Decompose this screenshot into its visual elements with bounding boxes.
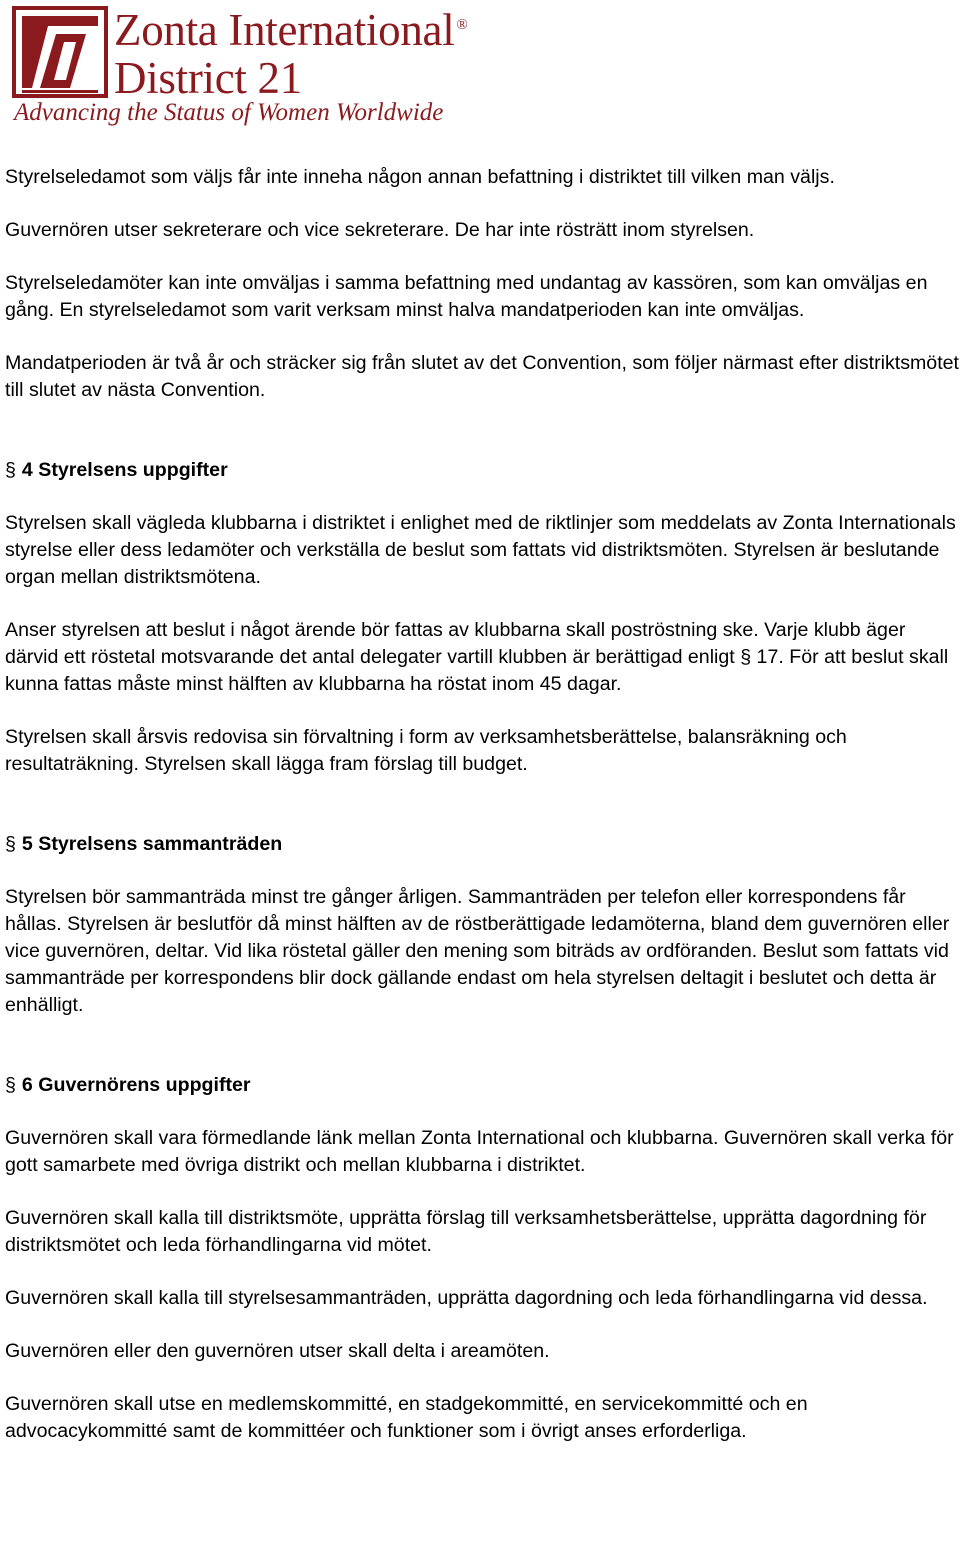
section-heading-4: § 4 Styrelsens uppgifter: [5, 459, 228, 481]
page-header: [12, 6, 512, 128]
paragraph: Guvernören skall vara förmedlande länk mellan Zonta International och klubbarna. Guvernören skall verka för gott samarbete med övriga distrikt och mellan klubbarna i distriktet.: [5, 1127, 954, 1176]
paragraph: Styrelsen bör sammanträda minst tre gånger årligen. Sammanträden per telefon eller korrespondens får hållas. Styrelsen är beslutför då minst hälften av de röstberättigade ledamöterna, bland dem guvernören eller vice guvernören, deltar. Vid lika röstetal gäller den mening som biträds av ordföranden. Beslut som fattats vid sammanträde per korrespondens blir dock gällande endast om hela styrelsen deltagit i beslutet och detta är enhälligt.: [5, 886, 950, 1016]
section-heading-6: § 6 Guvernörens uppgifter: [5, 1074, 251, 1096]
section-symbol: §: [740, 646, 752, 668]
paragraph: Guvernören eller den guvernören utser skall delta i areamöten.: [5, 1340, 550, 1362]
paragraph: Anser styrelsen att beslut i något ärende bör fattas av klubbarna skall poströstning ske. Varje klubb äger därvid ett röstetal motsvarande det antal delegater vartill klubben är berättigad enligt § 17. För att beslut skall kunna fattas måste minst hälften av klubbarna ha röstat inom 45 dagar.: [5, 619, 949, 695]
brand-name: Zonta International ®: [114, 5, 468, 55]
paragraph: Styrelsen skall vägleda klubbarna i distriktet i enlighet med de riktlinjer som meddelats av Zonta Internationals styrelse eller dess ledamöter och verkställa de beslut som fattats vid distriktsmöten. Styrelsen är beslutande organ mellan distriktsmötena.: [5, 512, 956, 588]
paragraph: Styrelseledamöter kan inte omväljas i samma befattning med undantag av kassören, som kan omväljas en gång. En styrelseledamot som varit verksam minst halva mandatperioden kan inte omväljas.: [5, 272, 928, 321]
brand-tagline: Advancing the Status of Women Worldwide: [14, 99, 444, 126]
section-symbol: §: [5, 833, 16, 855]
brand-district: District 21: [114, 53, 302, 103]
paragraph: Guvernören skall kalla till styrelsesammanträden, upprätta dagordning och leda förhandlingarna vid dessa.: [5, 1287, 928, 1309]
registered-mark: ®: [456, 17, 468, 33]
section-symbol: §: [5, 1074, 16, 1096]
zonta-logo-icon: [12, 6, 108, 98]
paragraph: Mandatperioden är två år och sträcker sig från slutet av det Convention, som följer närmast efter distriktsmötet till slutet av nästa Convention.: [5, 352, 959, 401]
section-heading-5: § 5 Styrelsens sammanträden: [5, 833, 283, 855]
paragraph: Guvernören utser sekreterare och vice sekreterare. De har inte rösträtt inom styrelsen.: [5, 219, 755, 241]
section-symbol: §: [5, 459, 16, 481]
paragraph: Guvernören skall kalla till distriktsmöte, upprätta förslag till verksamhetsberättelse, upprätta dagordning för distriktsmötet och leda förhandlingarna vid mötet.: [5, 1207, 927, 1256]
paragraph: Guvernören skall utse en medlemskommitté, en stadgekommitté, en servicekommitté och en advocacykommitté samt de kommittéer och funktioner som i övrigt anses erforderliga.: [5, 1393, 808, 1442]
paragraph: Styrelsen skall årsvis redovisa sin förvaltning i form av verksamhetsberättelse, balansräkning och resultaträkning. Styrelsen skall lägga fram förslag till budget.: [5, 726, 847, 775]
document-body: [5, 164, 960, 1445]
paragraph: Styrelseledamot som väljs får inte inneha någon annan befattning i distriktet till vilken man väljs.: [5, 166, 835, 188]
